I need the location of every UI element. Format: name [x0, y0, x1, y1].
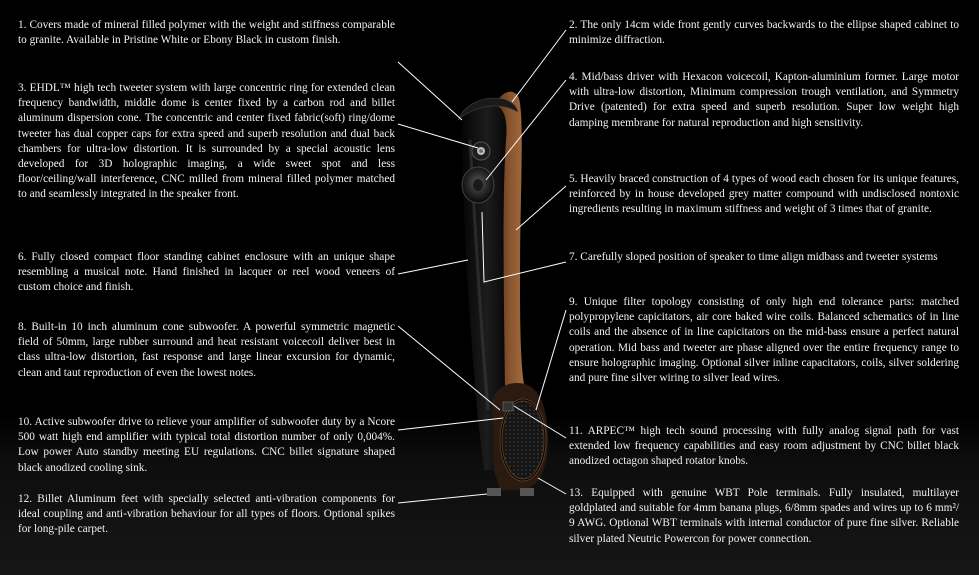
note-1-covers: 1. Covers made of mineral filled polymer with the weight and stiffness comparable to granite. Available in Pristine White or Ebony Black in custom finish. — [18, 19, 395, 47]
midbass-driver — [462, 167, 494, 203]
note-10-subwoofer-drive: 10. Active subwoofer drive to relieve your amplifier of subwoofer duty by a Ncore 500 watt high end amplifier with typical total distortion number of only 0,004%. Low power Auto standby meeting EU regulations. CNC billet signature shaped black anodized cooling sink. — [18, 416, 395, 474]
note-2-front: 2. The only 14cm wide front gently curves backwards to the ellipse shaped cabinet to minimize diffraction. — [569, 19, 959, 47]
note-8-subwoofer: 8. Built-in 10 inch aluminum cone subwoofer. A powerful symmetric magnetic field of 50mm, large rubber surround and heat resistant voicecoil deliver best in class ultra-low distortion, fast response and large linear excursion for dynamic, clean and taut reproduction of even the lowest notes. — [18, 321, 395, 379]
wood-side-panel — [486, 92, 540, 470]
tweeter — [472, 142, 490, 160]
leader-lines — [398, 30, 566, 503]
note-13-terminals: 13. Equipped with genuine WBT Pole terminals. Fully insulated, multilayer goldplated and suitable for 4mm banana plugs, 6/8mm spades and wires up to 6 mm²/ 9 AWG. Optional WBT terminals with internal conductor of pure fine silver. Reliable silver plated Neutric Powercon for power connection. — [569, 487, 959, 545]
subwoofer-grille — [501, 400, 545, 480]
note-6-cabinet-enclosure: 6. Fully closed compact floor standing cabinet enclosure with an unique shape resembling a musical note. Hand finished in lacquer or reel wood veneers of custom choice and finish. — [18, 251, 395, 294]
top-cover — [458, 98, 518, 120]
note-9-filter-topology: 9. Unique filter topology consisting of only high end tolerance parts: matched polypropylene capicitators, air core baked wire coils. Balanced schematics of in line coils and the absence of in line capicitators on the mid-bass ensure a perfect natural operation. Mid bass and tweeter are phase aligned over the entire frequency range to ensure holographic imaging. Optional silver inline capacitators, coils, silver soldering and pure fine silver wiring to silver lead wires. — [569, 296, 959, 385]
aluminum-foot — [520, 488, 534, 496]
note-7-sloped-position: 7. Carefully sloped position of speaker to time align midbass and tweeter systems — [569, 251, 938, 263]
note-12-feet: 12. Billet Aluminum feet with specially selected anti-vibration components for ideal coupling and anti-vibration behaviour for all types of floors. Optional spikes for long-pile carpet. — [18, 493, 395, 536]
sub-enclosure — [492, 383, 548, 490]
note-11-arpec: 11. ARPEC™ high tech sound processing with fully analog signal path for vast extended low frequency capabilities and easy room adjustment by CNC billet black anodized octagon shaped rotator knobs. — [569, 425, 959, 468]
note-5-construction: 5. Heavily braced construction of 4 types of wood each chosen for its unique features, reinforced by in house developed grey matter compound with undisclosed nontoxic ingredients resulting in maximum stiffness and weight of 3 times that of granite. — [569, 173, 959, 216]
lacquer-front — [462, 104, 512, 470]
note-3-tweeter: 3. EHDL™ high tech tweeter system with large concentric ring for extended clean frequency bandwidth, middle dome is center fixed by a carbon rod and billet aluminum dispersion cone. The concentric and center fixed fabric(soft) ring/dome tweeter has dual copper caps for extra speed and superb resolution and dual back chambers for ultra-low distortion. It is surrounded by a special acoustic lens developed for 3D holographic imaging, a wide sweet spot and less floor/ceiling/wall interference, CNC milled from mineral filled polymer matched to and seamlessly integrated in the speaker front. — [18, 82, 395, 201]
aluminum-foot — [487, 488, 501, 496]
rotator-knob — [503, 402, 513, 411]
note-4-midbass-driver: 4. Mid/bass driver with Hexacon voicecoil, Kapton-aluminium former. Large motor with ultra-low distortion, Minimum compression trough ventilation, and Symmetry Drive (patented) for extra speed and superb resolution. Super low weight high damping membrane for natural reproduction and high sensitivity. — [569, 71, 959, 129]
